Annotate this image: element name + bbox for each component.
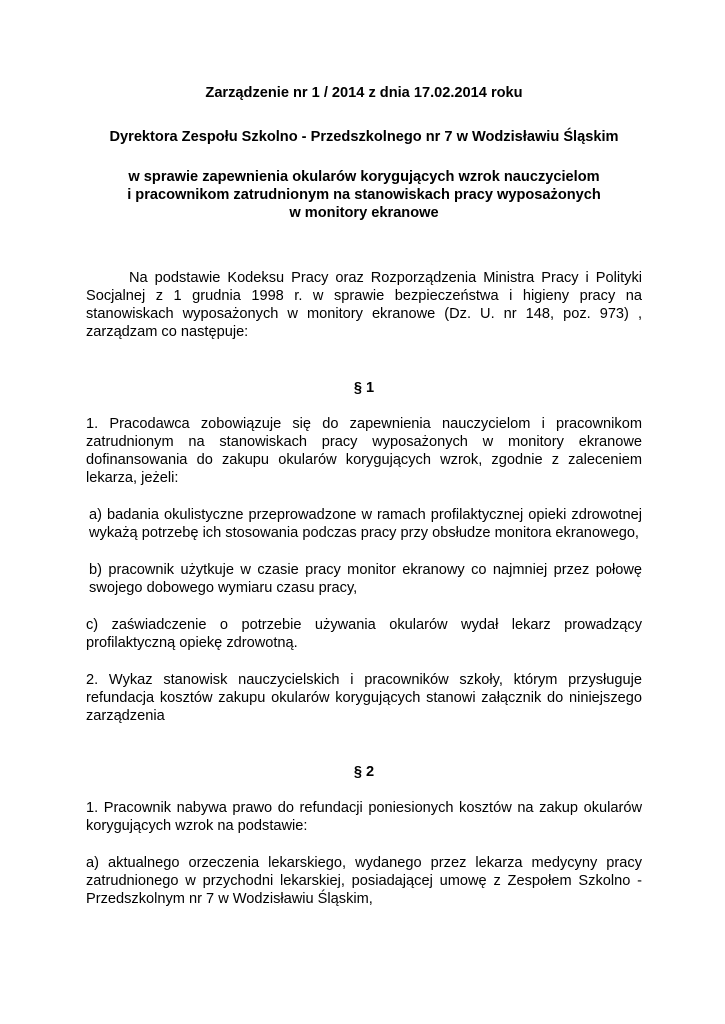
section-1-item-a: a) badania okulistyczne przeprowadzone w ramach profilaktycznej opieki zdrowotnej wykażą potrzebę ich stosowania podczas pracy przy obsłudze monitora ekranowego,: [89, 507, 642, 541]
section-1-heading: § 1: [353, 380, 375, 396]
section-1-item-c: c) zaświadczenie o potrzebie używania okularów wydał lekarz prowadzący profilaktyczną opiekę zdrowotną.: [86, 617, 642, 651]
section-1-point-2: 2. Wykaz stanowisk nauczycielskich i pracowników szkoły, którym przysługuje refundacja kosztów zakupu okularów korygujących stanowi załącznik do niniejszego zarządzenia: [86, 672, 642, 724]
section-2-heading: § 2: [353, 764, 375, 780]
section-1-item-b: b) pracownik użytkuje w czasie pracy monitor ekranowy co najmniej przez połowę swojego dobowego wymiaru czasu pracy,: [89, 562, 642, 596]
section-2-item-a: a) aktualnego orzeczenia lekarskiego, wydanego przez lekarza medycyny pracy zatrudnionego w przychodni lekarskiej, posiadającej umowę z Zespołem Szkolno - Przedszkolnym nr 7 w Wodzisławiu Śląskim,: [86, 855, 642, 907]
legal-basis-paragraph: Na podstawie Kodeksu Pracy oraz Rozporządzenia Ministra Pracy i Polityki Socjalnej z 1 grudnia 1998 r. w sprawie bezpieczeństwa i higieny pracy na stanowiskach wyposażonych w monitory ekranowe (Dz. U. nr 148, poz. 973) , zarządzam co następuje:: [86, 270, 642, 340]
section-1-point-1: 1. Pracodawca zobowiązuje się do zapewnienia nauczycielom i pracownikom zatrudnionym na stanowiskach pracy wyposażonych w monitory ekranowe dofinansowania do zakupu okularów korygujących wzrok, zgodnie z zaleceniem lekarza, jeżeli:: [86, 416, 642, 486]
section-2-point-1: 1. Pracownik nabywa prawo do refundacji poniesionych kosztów na zakup okularów korygujących wzrok na podstawie:: [86, 800, 642, 834]
subject-line: w sprawie zapewnienia okularów korygujących wzrok nauczycielom: [128, 169, 600, 185]
subject-line: w monitory ekranowe: [289, 205, 439, 221]
subject-line: i pracownikom zatrudnionym na stanowiskach pracy wyposażonych: [127, 187, 601, 203]
document-subject: [86, 168, 642, 222]
document-title: Zarządzenie nr 1 / 2014 z dnia 17.02.2014 roku: [205, 85, 523, 101]
document-issuer: Dyrektora Zespołu Szkolno - Przedszkolnego nr 7 w Wodzisławiu Śląskim: [109, 129, 619, 145]
